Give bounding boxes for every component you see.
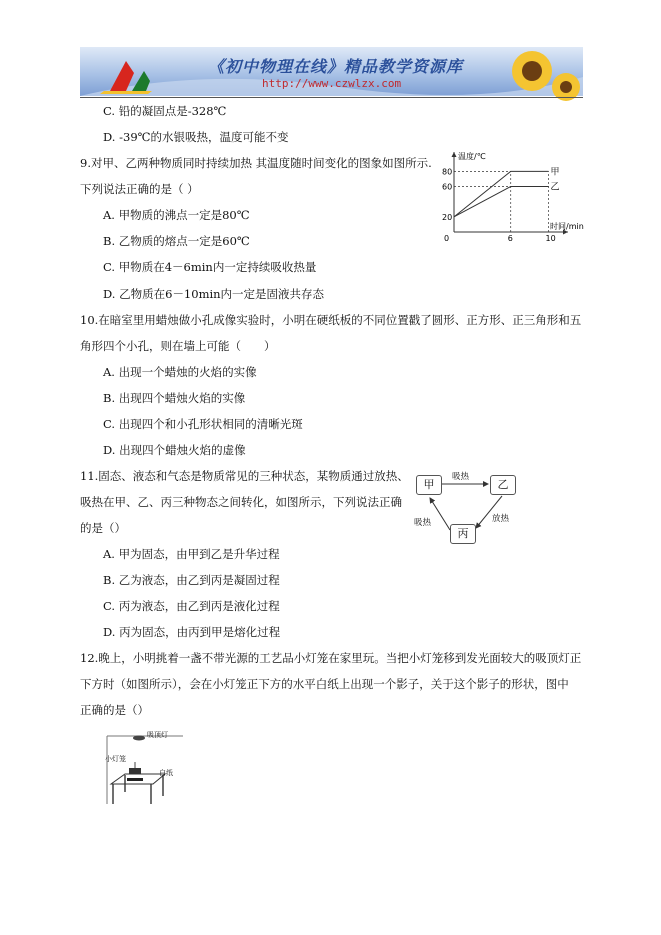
q11-stem-line1: 11.固态、液态和气态是物质常见的三种状态，某物质通过放热、 bbox=[80, 469, 409, 483]
temperature-chart bbox=[440, 148, 584, 244]
header-rule bbox=[80, 97, 583, 98]
y-tick-label-2: 80 bbox=[442, 167, 453, 177]
q9-stem-line2: 下列说法正确的是（ ） bbox=[80, 182, 199, 196]
series-line-1 bbox=[454, 187, 549, 217]
state-node-bing: 丙 bbox=[450, 524, 476, 544]
x-tick-label-2: 10 bbox=[545, 234, 556, 243]
y-axis-label: 温度/℃ bbox=[458, 152, 486, 161]
lamp-drawing bbox=[105, 728, 185, 806]
q9-option-a: A. 甲物质的沸点一定是80℃ bbox=[103, 208, 250, 222]
q10-stem-line1: 10.在暗室里用蜡烛做小孔成像实验时，小明在硬纸板的不同位置戳了圆形、正方形、正三角形和五 bbox=[80, 313, 582, 327]
banner-url: http://www.czwlzx.com bbox=[262, 77, 402, 90]
q12-stem-line2: 下方时（如图所示），会在小灯笼正下方的水平白纸上出现一个影子，关于这个影子的形状，图中 bbox=[80, 677, 569, 691]
x-tick-label-1: 6 bbox=[507, 234, 513, 243]
state-node-jia: 甲 bbox=[416, 475, 442, 495]
q11-stem-line2: 吸热在甲、乙、丙三种物态之间转化，如图所示，下列说法正确 bbox=[80, 495, 402, 509]
series-label-0: 甲 bbox=[550, 167, 560, 178]
x-axis-label: 时间/min bbox=[550, 222, 584, 231]
label-yi-bing: 放热 bbox=[492, 514, 510, 524]
arrow-bing-to-jia bbox=[430, 498, 450, 530]
q11-option-c: C. 丙为液态，由乙到丙是液化过程 bbox=[103, 599, 280, 613]
state-diagram bbox=[410, 470, 530, 550]
lamp-figure bbox=[105, 728, 185, 806]
q10-option-c: C. 出现四个和小孔形状相同的清晰光斑 bbox=[103, 417, 303, 431]
label-jia-yi: 吸热 bbox=[452, 472, 470, 482]
label-lantern: 小灯笼 bbox=[105, 755, 126, 763]
q9-option-b: B. 乙物质的熔点一定是60℃ bbox=[103, 234, 250, 248]
q9-option-c: C. 甲物质在4－6min内一定持续吸收热量 bbox=[103, 260, 317, 274]
q10-option-a: A. 出现一个蜡烛的火焰的实像 bbox=[103, 365, 257, 379]
series-label-1: 乙 bbox=[550, 182, 560, 193]
q11-option-b: B. 乙为液态，由乙到丙是凝固过程 bbox=[103, 573, 280, 587]
y-tick-label-0: 20 bbox=[442, 212, 453, 222]
label-ceiling-lamp: 吸顶灯 bbox=[147, 731, 168, 739]
label-bing-jia: 吸热 bbox=[414, 518, 432, 528]
q8-option-d: D. -39℃的水银吸热，温度可能不变 bbox=[103, 130, 289, 144]
series-line-0 bbox=[454, 171, 549, 216]
q8-option-c: C. 铅的凝固点是-328℃ bbox=[103, 104, 227, 118]
y-tick-label-1: 60 bbox=[442, 182, 453, 192]
q10-option-b: B. 出现四个蜡烛火焰的实像 bbox=[103, 391, 246, 405]
origin-label: 0 bbox=[444, 234, 450, 243]
q12-stem-line1: 12.晚上，小明挑着一盏不带光源的工艺品小灯笼在家里玩。当把小灯笼移到发光面较大的吸顶灯正 bbox=[80, 651, 582, 665]
header-banner bbox=[80, 47, 583, 96]
q10-option-d: D. 出现四个蜡烛火焰的虚像 bbox=[103, 443, 246, 457]
state-node-yi: 乙 bbox=[490, 475, 516, 495]
q12-stem-line3: 正确的是（） bbox=[80, 703, 149, 717]
banner-title: 《初中物理在线》精品教学资源库 bbox=[208, 57, 464, 76]
q11-stem-line3: 的是（） bbox=[80, 521, 126, 535]
q11-option-d: D. 丙为固态，由丙到甲是熔化过程 bbox=[103, 625, 281, 639]
q9-option-d: D. 乙物质在6－10min内一定是固液共存态 bbox=[103, 287, 325, 301]
y-axis-arrow bbox=[452, 152, 457, 157]
q9-stem-line1: 9.对甲、乙两种物质同时持续加热 其温度随时间变化的图象如图所示. bbox=[80, 156, 432, 170]
q11-option-a: A. 甲为固态，由甲到乙是升华过程 bbox=[103, 547, 280, 561]
q10-stem-line2: 角形四个小孔，则在墙上可能（ ） bbox=[80, 339, 276, 353]
label-white-paper: 白纸 bbox=[159, 769, 173, 777]
